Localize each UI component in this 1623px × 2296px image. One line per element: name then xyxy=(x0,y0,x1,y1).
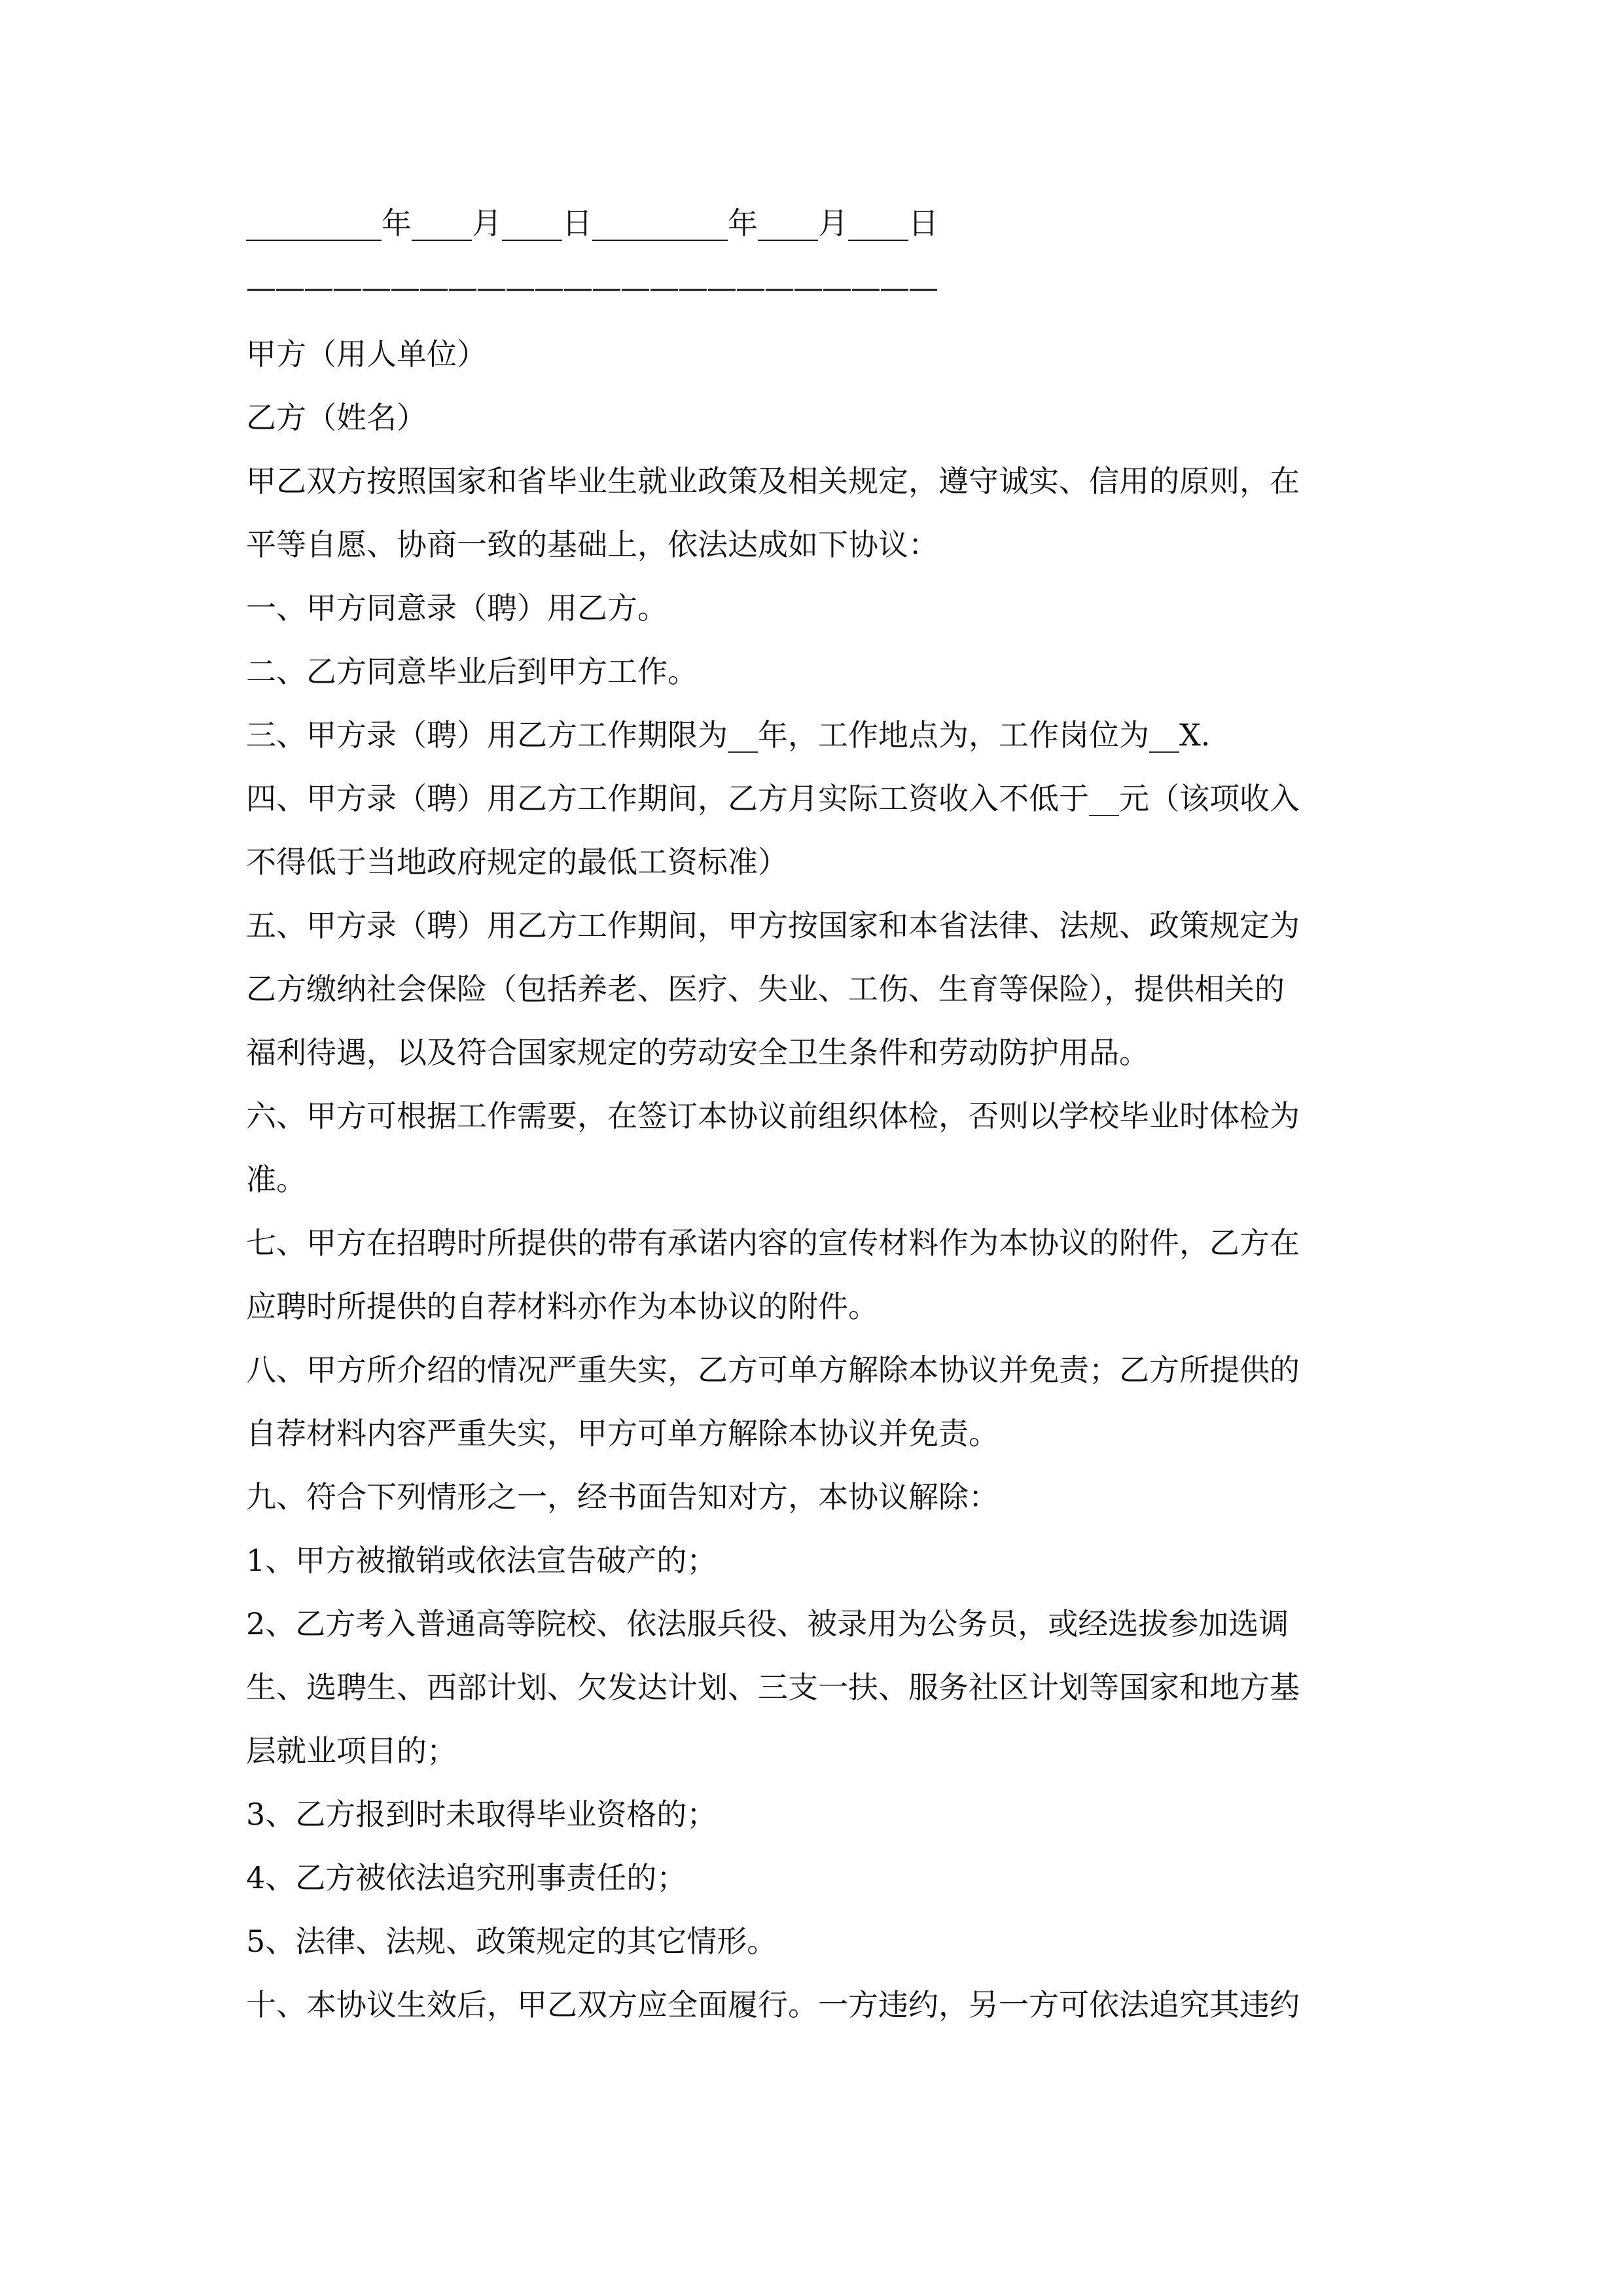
text-line-clause-4b: 不得低于当地政府规定的最低工资标准） xyxy=(246,844,788,880)
text-line-clause-1: 一、甲方同意录（聘）用乙方。 xyxy=(246,590,668,626)
text-line-clause-5b: 乙方缴纳社会保险（包括养老、医疗、失业、工伤、生育等保险），提供相关的 xyxy=(246,971,1285,1007)
text-line-item-2c: 层就业项目的； xyxy=(246,1733,457,1768)
text-line-clause-5c: 福利待遇，以及符合国家规定的劳动安全卫生条件和劳动防护用品。 xyxy=(246,1035,1149,1070)
text-line-clause-7a: 七、甲方在招聘时所提供的带有承诺内容的宣传材料作为本协议的附件，乙方在 xyxy=(246,1225,1300,1261)
text-line-item-4: 4、乙方被依法追究刑事责任的； xyxy=(246,1860,687,1895)
text-line-clause-4a: 四、甲方录（聘）用乙方工作期间，乙方月实际工资收入不低于__元（该项收入 xyxy=(246,781,1300,816)
text-line-clause-2: 二、乙方同意毕业后到甲方工作。 xyxy=(246,654,698,689)
text-line-preamble-1: 甲乙双方按照国家和省毕业生就业政策及相关规定，遵守诚实、信用的原则，在 xyxy=(246,463,1300,499)
separator-rule: ———————————————————————— xyxy=(246,270,937,305)
text-line-item-2a: 2、乙方考入普通高等院校、依法服兵役、被录用为公务员，或经选拔参加选调 xyxy=(246,1606,1289,1641)
text-line-clause-3: 三、甲方录（聘）用乙方工作期限为__年，工作地点为，工作岗位为__X. xyxy=(246,717,1211,753)
text-line-clause-5a: 五、甲方录（聘）用乙方工作期间，甲方按国家和本省法律、法规、政策规定为 xyxy=(246,908,1300,943)
text-line-item-1: 1、甲方被撤销或依法宣告破产的； xyxy=(246,1543,717,1578)
text-line-clause-8a: 八、甲方所介绍的情况严重失实，乙方可单方解除本协议并免责；乙方所提供的 xyxy=(246,1352,1300,1388)
text-line-preamble-2: 平等自愿、协商一致的基础上，依法达成如下协议： xyxy=(246,527,938,562)
text-line-item-2b: 生、选聘生、西部计划、欠发达计划、三支一扶、服务社区计划等国家和地方基 xyxy=(246,1670,1300,1705)
text-line-item-3: 3、乙方报到时未取得毕业资格的； xyxy=(246,1797,717,1832)
date-line: _________年____月____日_________年____月____日 xyxy=(246,206,938,241)
text-line-clause-6b: 准。 xyxy=(246,1162,306,1197)
text-line-clause-10: 十、本协议生效后，甲乙双方应全面履行。一方违约，另一方可依法追究其违约 xyxy=(246,1987,1300,2022)
text-line-party-a: 甲方（用人单位） xyxy=(246,336,487,372)
text-line-clause-6a: 六、甲方可根据工作需要，在签订本协议前组织体检，否则以学校毕业时体检为 xyxy=(246,1098,1300,1134)
text-line-clause-9: 九、符合下列情形之一，经书面告知对方，本协议解除： xyxy=(246,1479,999,1515)
text-line-party-b: 乙方（姓名） xyxy=(246,400,427,435)
text-line-clause-8b: 自荐材料内容严重失实，甲方可单方解除本协议并免责。 xyxy=(246,1416,999,1451)
text-line-clause-7b: 应聘时所提供的自荐材料亦作为本协议的附件。 xyxy=(246,1289,878,1324)
text-line-item-5: 5、法律、法规、政策规定的其它情形。 xyxy=(246,1924,777,1959)
